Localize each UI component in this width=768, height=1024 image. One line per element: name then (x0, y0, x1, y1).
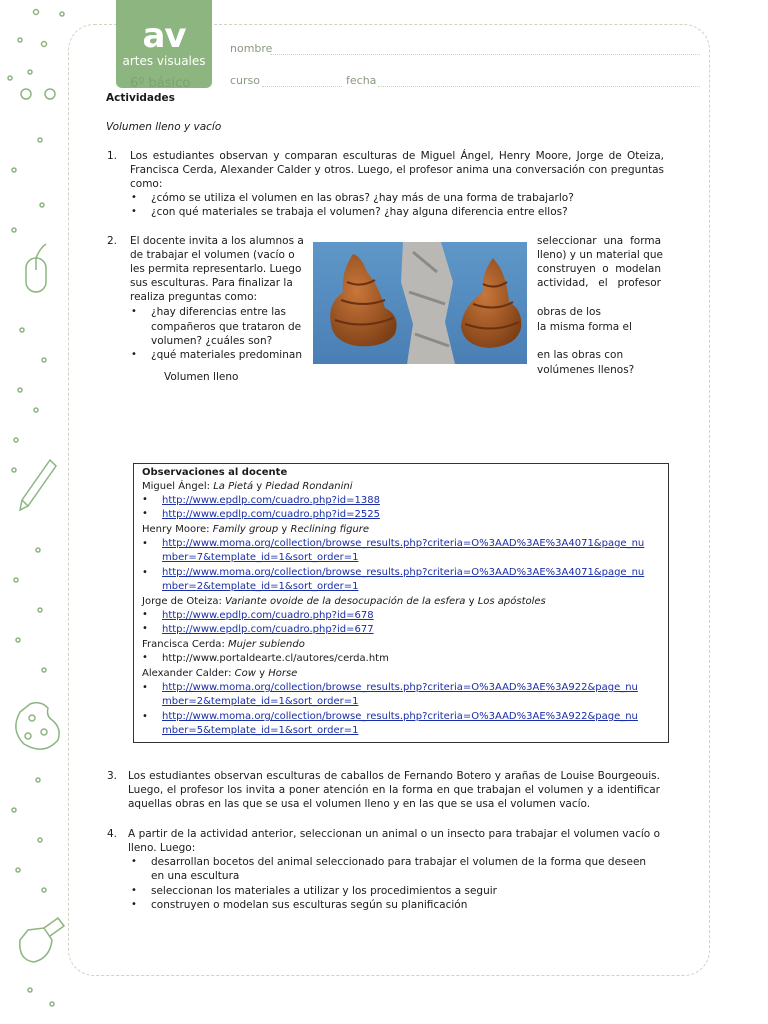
item2-bullet1-left3: volumen? ¿cuáles son? (151, 335, 273, 347)
photo-caption: Volumen lleno (164, 371, 239, 383)
bullet: • (142, 682, 148, 693)
item4-bullet1: desarrollan bocetos del animal seleccionado para trabajar el volumen de la forma que deseen en una escultura (151, 856, 647, 882)
bullet: • (142, 494, 148, 505)
logo-text: av (142, 16, 186, 56)
work-title: Piedad Rondanini (265, 481, 353, 492)
curso-field[interactable] (262, 86, 342, 87)
link-oteiza-1[interactable]: http://www.epdlp.com/cuadro.php?id=678 (162, 610, 374, 621)
item2-right-line: seleccionar una forma (537, 235, 661, 247)
observaciones-box (133, 463, 669, 743)
bullet: • (131, 349, 137, 360)
work-title: Horse (268, 668, 298, 679)
link-miguel-2[interactable]: http://www.epdlp.com/cuadro.php?id=2525 (162, 509, 380, 520)
item2-left-line: les permita representarlo. Luego (130, 263, 302, 275)
artist-name: Francisca Cerda: (142, 639, 228, 650)
item1-number: 1. (107, 150, 118, 162)
link-calder-2[interactable]: http://www.moma.org/collection/browse_results.php?criteria=O%3AAD%3AE%3A922&page_nu (162, 711, 638, 722)
item2-bullet1-left: ¿hay diferencias entre las (151, 306, 287, 318)
item1-bullet2: ¿con qué materiales se trabaja el volumen? ¿hay alguna diferencia entre ellos? (151, 206, 568, 218)
item2-left-line: realiza preguntas como: (130, 291, 258, 303)
nombre-field[interactable] (270, 54, 700, 55)
artist-miguel (142, 480, 352, 493)
link-cerda[interactable]: http://www.portaldearte.cl/autores/cerda.htm (162, 653, 389, 664)
link-moore-2-cont[interactable]: mber=2&template_id=1&sort_order=1 (162, 581, 359, 592)
link-oteiza-2[interactable]: http://www.epdlp.com/cuadro.php?id=677 (162, 624, 374, 635)
work-title: Cow (234, 668, 256, 679)
bullet: • (131, 192, 137, 203)
bullet: • (131, 206, 137, 217)
sculpture-photo (313, 242, 527, 364)
item2-bullet2-right: en las obras con (537, 349, 624, 361)
item2-left-line: de trabajar el volumen (vacío o (130, 249, 295, 261)
artist-moore (142, 523, 369, 536)
link-miguel-1[interactable]: http://www.epdlp.com/cuadro.php?id=1388 (162, 495, 380, 506)
conjunction: y (255, 668, 269, 679)
bullet: • (131, 856, 137, 867)
work-title: Family group (212, 524, 279, 535)
artist-oteiza (142, 595, 546, 608)
item4-number: 4. (107, 828, 118, 840)
artist-cerda (142, 638, 305, 651)
item3-text: Los estudiantes observan esculturas de caballos de Fernando Botero y arañas de Louise Bourgeouis. Luego, el profesor los invita a poner atención en la forma en que trabajan el volumen y a identificar aquellas obras en las que se usa el volumen lleno y en las que se usa el volumen vacío. (128, 770, 660, 810)
item2-number: 2. (107, 235, 118, 247)
work-title: Variante ovoide de la desocupación de la esfera (225, 596, 466, 607)
item4-bullet2: seleccionan los materiales a utilizar y los procedimientos a seguir (151, 885, 497, 897)
item4-bullet3: construyen o modelan sus esculturas según su planificación (151, 899, 468, 911)
bullet: • (131, 306, 137, 317)
item2-left-line: sus esculturas. Para finalizar la (130, 277, 293, 289)
curso-label: curso (230, 74, 261, 87)
link-calder-1-cont[interactable]: mber=2&template_id=1&sort_order=1 (162, 696, 359, 707)
bullet: • (142, 609, 148, 620)
fecha-label: fecha (346, 74, 377, 87)
artist-name: Henry Moore: (142, 524, 213, 535)
page-title: Actividades (106, 92, 175, 104)
bullet: • (131, 885, 137, 896)
logo-subtitle: artes visuales (122, 54, 206, 68)
item2-bullet2-left: ¿qué materiales predominan (151, 349, 302, 361)
item2-right-line: lleno) y un material que (537, 249, 663, 261)
artist-calder (142, 667, 297, 680)
artist-name: Alexander Calder: (142, 668, 235, 679)
grade-label: 6º básico (130, 76, 191, 91)
bullet: • (142, 652, 148, 663)
work-title: Los apóstoles (477, 596, 546, 607)
nombre-label: nombre (230, 42, 273, 55)
item1-text: Los estudiantes observan y comparan esculturas de Miguel Ángel, Henry Moore, Jorge de Oteiza, Francisca Cerda, Alexander Calder y otros. Luego, el profesor anima una conversación con preguntas como: (130, 150, 664, 190)
bullet: • (142, 567, 148, 578)
link-moore-1-cont[interactable]: mber=7&template_id=1&sort_order=1 (162, 552, 359, 563)
fecha-field[interactable] (378, 86, 700, 87)
item2-bullet1-right: obras de los (537, 306, 601, 318)
bullet: • (142, 538, 148, 549)
item2-right-line: actividad, el profesor (537, 277, 661, 289)
bullet: • (142, 508, 148, 519)
work-title: Mujer subiendo (228, 639, 305, 650)
bullet: • (131, 899, 137, 910)
link-calder-1[interactable]: http://www.moma.org/collection/browse_results.php?criteria=O%3AAD%3AE%3A922&page_nu (162, 682, 638, 693)
item2-right-line: construyen o modelan (537, 263, 661, 275)
item1-bullet1: ¿cómo se utiliza el volumen en las obras? ¿hay más de una forma de trabajarlo? (151, 192, 574, 204)
artist-name: Miguel Ángel: (142, 481, 214, 492)
conjunction: y (465, 596, 478, 607)
bullet: • (142, 623, 148, 634)
link-moore-1[interactable]: http://www.moma.org/collection/browse_results.php?criteria=O%3AAD%3AE%3A4071&page_nu (162, 538, 645, 549)
section-subtitle: Volumen lleno y vacío (106, 121, 222, 133)
work-title: La Pietá (213, 481, 254, 492)
item2-left-line: El docente invita a los alumnos a (130, 235, 304, 247)
link-calder-2-cont[interactable]: mber=5&template_id=1&sort_order=1 (162, 725, 359, 736)
work-title: Reclining figure (290, 524, 370, 535)
item2-bullet2-right2: volúmenes llenos? (537, 364, 635, 376)
conjunction: y (253, 481, 266, 492)
item3-number: 3. (107, 770, 118, 782)
conjunction: y (278, 524, 291, 535)
margin-decoration (0, 0, 70, 1024)
item2-bullet1-left2: compañeros que trataron de (151, 321, 302, 333)
bullet: • (142, 711, 148, 722)
link-moore-2[interactable]: http://www.moma.org/collection/browse_results.php?criteria=O%3AAD%3AE%3A4071&page_nu (162, 567, 645, 578)
observaciones-title: Observaciones al docente (142, 467, 288, 478)
brand-logo (116, 0, 212, 88)
item4-text: A partir de la actividad anterior, seleccionan un animal o un insecto para trabajar el volumen vacío o lleno. Luego: (128, 828, 660, 854)
item2-bullet1-right2: la misma forma el (537, 321, 632, 333)
artist-name: Jorge de Oteiza: (142, 596, 226, 607)
